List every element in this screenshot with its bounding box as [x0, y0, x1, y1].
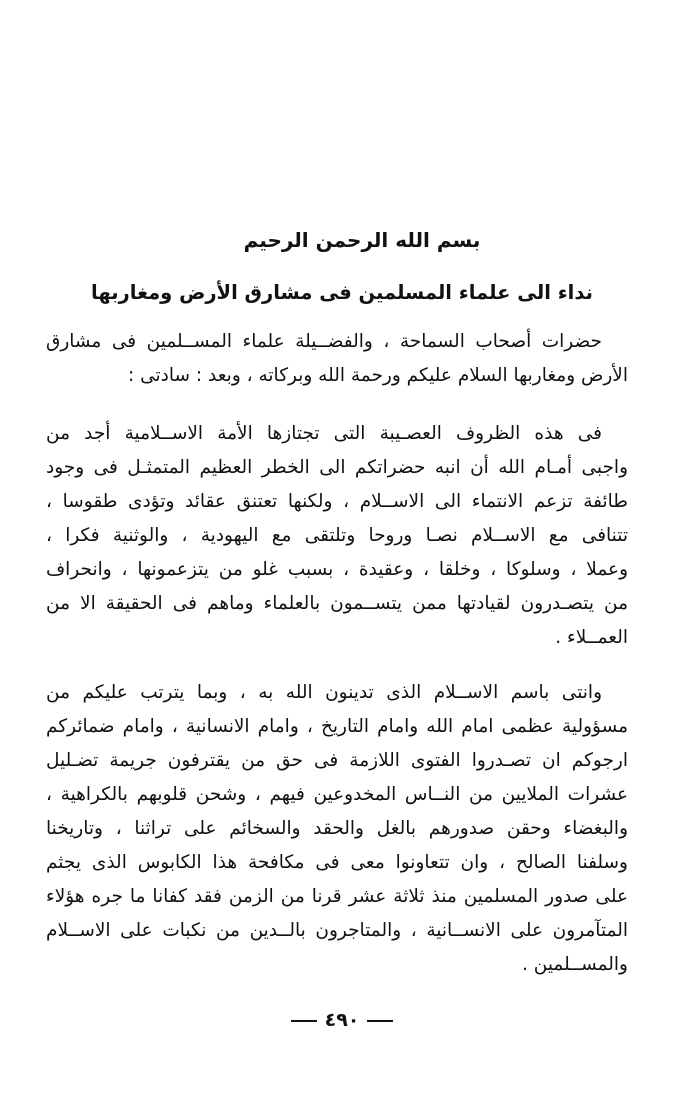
text-line: من يتصـدرون لقيادتها ممن يتســمون بالعلماء وماهم فى الحقيقة الا من: [46, 593, 628, 614]
text-line: فى هذه الظروف العصـيبة التى تجتازها الأمة الاســلامية أجد من: [46, 423, 602, 444]
text-line: ارجوكم ان تصـدروا الفتوى اللازمة فى حق من يقترفون جريمة تضـليل: [46, 750, 628, 771]
text-line: على صدور المسلمين منذ ثلاثة عشر قرنا من الزمن فقد كفانا ما جره هؤلاء: [46, 886, 628, 907]
text-line: الأرض ومغاربها السلام عليكم ورحمة الله وبركاته ، وبعد : سادتى :: [127, 365, 628, 386]
page-number-value: ٤٩٠: [324, 1009, 360, 1031]
text-line: عشرات الملايين من النــاس المخدوعين فيهم ، وشحن قلوبهم بالكراهية ،: [46, 784, 628, 805]
text-line: والمســلمين .: [522, 954, 628, 975]
text-line: العمــلاء .: [555, 627, 628, 648]
text-line: والبغضاء وحقن صدورهم بالغل والحقد والسخائم على تراثنا ، وتاريخنا: [46, 818, 628, 839]
basmala-heading: بسم الله الرحمن الرحيم: [243, 228, 481, 252]
text-line: واجبى أمـام الله أن انبه حضراتكم الى الخطر العظيم المتمثـل فى وجود: [46, 457, 628, 478]
text-line: وعملا ، وسلوكا ، وخلقا ، وعقيدة ، بسبب غلو من يتزعمونها ، وانحراف: [46, 559, 628, 580]
text-line: المتآمرون على الانســانية ، والمتاجرون بالــدين من نكبات على الاســلام: [46, 920, 628, 941]
page-number: [0, 1009, 684, 1031]
text-line: تتنافى مع الاســلام نصـا وروحا وتلتقى مع اليهودية ، والوثنية فكرا ،: [46, 525, 628, 546]
text-line: حضرات أصحاب السماحة ، والفضــيلة علماء المســلمين فى مشارق: [46, 331, 602, 352]
paragraph-1: [46, 325, 628, 393]
paragraph-3: [46, 676, 628, 982]
text-line: وسلفنا الصالح ، وان تتعاونوا معى فى مكافحة هذا الكابوس الذى يجثم: [46, 852, 628, 873]
page-title: نداء الى علماء المسلمين فى مشارق الأرض ومغاربها: [91, 281, 593, 304]
text-line: طائفة تزعم الانتماء الى الاســلام ، ولكنها تعتنق عقائد وتؤدى طقوسا ،: [46, 491, 628, 512]
text-line: وانتى باسم الاســلام الذى تدينون الله به ، وبما يترتب عليكم من: [46, 682, 602, 703]
page-number-dash: [291, 1020, 317, 1022]
page-number-dash: [367, 1020, 393, 1022]
text-line: مسؤولية عظمى امام الله وامام التاريخ ، وامام الانسانية ، وامام ضمائركم: [46, 716, 628, 737]
paragraph-2: [46, 417, 628, 655]
